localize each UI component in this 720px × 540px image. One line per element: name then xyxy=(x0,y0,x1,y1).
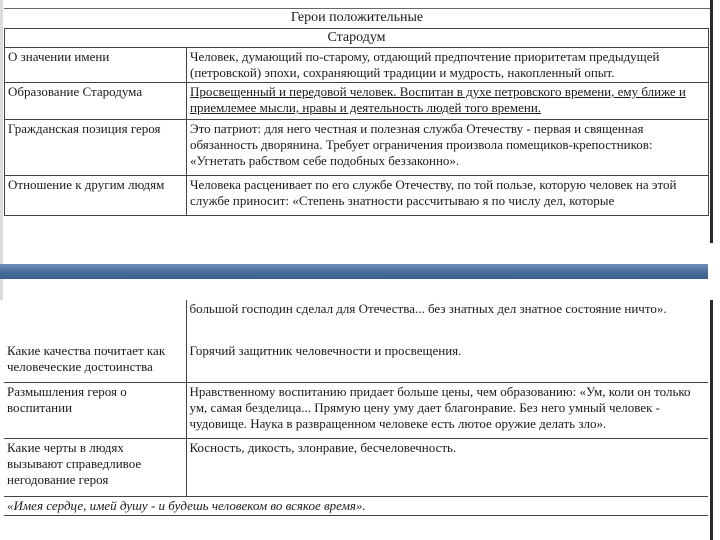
table-page-bottom xyxy=(4,300,713,540)
characteristics-table-top xyxy=(4,28,709,216)
table-page-top xyxy=(4,0,713,243)
quote-row xyxy=(4,496,708,515)
table-row xyxy=(4,382,708,438)
table-row xyxy=(5,83,709,120)
table-row xyxy=(5,120,709,176)
row-label: Размышления героя о воспитании xyxy=(4,382,186,438)
row-text: Это патриот: для него честная и полезная служба Отечеству - первая и священная обязанность дворянина. Требует ограничения произвола помещиков-крепостников: «Угнетать рабством себе подобных беззаконно». xyxy=(187,120,709,176)
continuation-text: большой господин сделал для Отечества... без знатных дел знатное состояние ничто». xyxy=(189,301,667,316)
character-name: Стародум xyxy=(5,29,709,48)
row-label: Какие черты в людях вызывают справедливое негодование героя xyxy=(4,438,186,496)
row-label: О значении имени xyxy=(5,48,187,83)
characteristics-table-bottom xyxy=(4,300,708,516)
row-text: Просвещенный и передовой человек. Воспитан в духе петровского времени, ему ближе и приемлемее мысли, нравы и деятельность людей того времени. xyxy=(187,83,709,120)
row-label: Образование Стародума xyxy=(5,83,187,120)
top-rule xyxy=(4,0,710,9)
table-heading: Герои положительные xyxy=(290,10,424,25)
empty-label-cell xyxy=(4,300,186,342)
slide-divider-bar xyxy=(0,264,708,279)
left-margin-mark xyxy=(0,0,3,300)
table-row xyxy=(5,48,709,83)
row-text: Человека расценивает по его службе Отечеству, по той пользе, которую человек на этой службе приносит: «Степень знатности рассчитываю я по числу дел, которые xyxy=(187,176,709,216)
row-text: Человек, думающий по-старому, отдающий предпочтение приоритетам предыдущей (петровской) эпохи, сохраняющий традиции и мудрость, накопленный опыт. xyxy=(187,48,709,83)
row-label: Какие качества почитает как человеческие достоинства xyxy=(4,342,186,382)
row-text: Косность, дикость, злонравие, бесчеловечность. xyxy=(186,438,708,496)
row-text: Горячий защитник человечности и просвещения. xyxy=(186,342,708,382)
row-label: Отношение к другим людям xyxy=(5,176,187,216)
table-row xyxy=(4,438,708,496)
table-row xyxy=(4,342,708,382)
continuation-row xyxy=(4,300,708,342)
subheading-row xyxy=(5,29,709,48)
row-text: Нравственному воспитанию придает больше цены, чем образованию: «Ум, коли он только ум, самая безделица... Прямую цену уму дает благонравие. Без него умный человек - чудовище. Наука в развращенном человеке есть лютое оружие делать зло». xyxy=(186,382,708,438)
table-row xyxy=(5,176,709,216)
row-label: Гражданская позиция героя xyxy=(5,120,187,176)
closing-quote: «Имея сердце, имей душу - и будешь человеком во всякое время». xyxy=(4,496,708,515)
